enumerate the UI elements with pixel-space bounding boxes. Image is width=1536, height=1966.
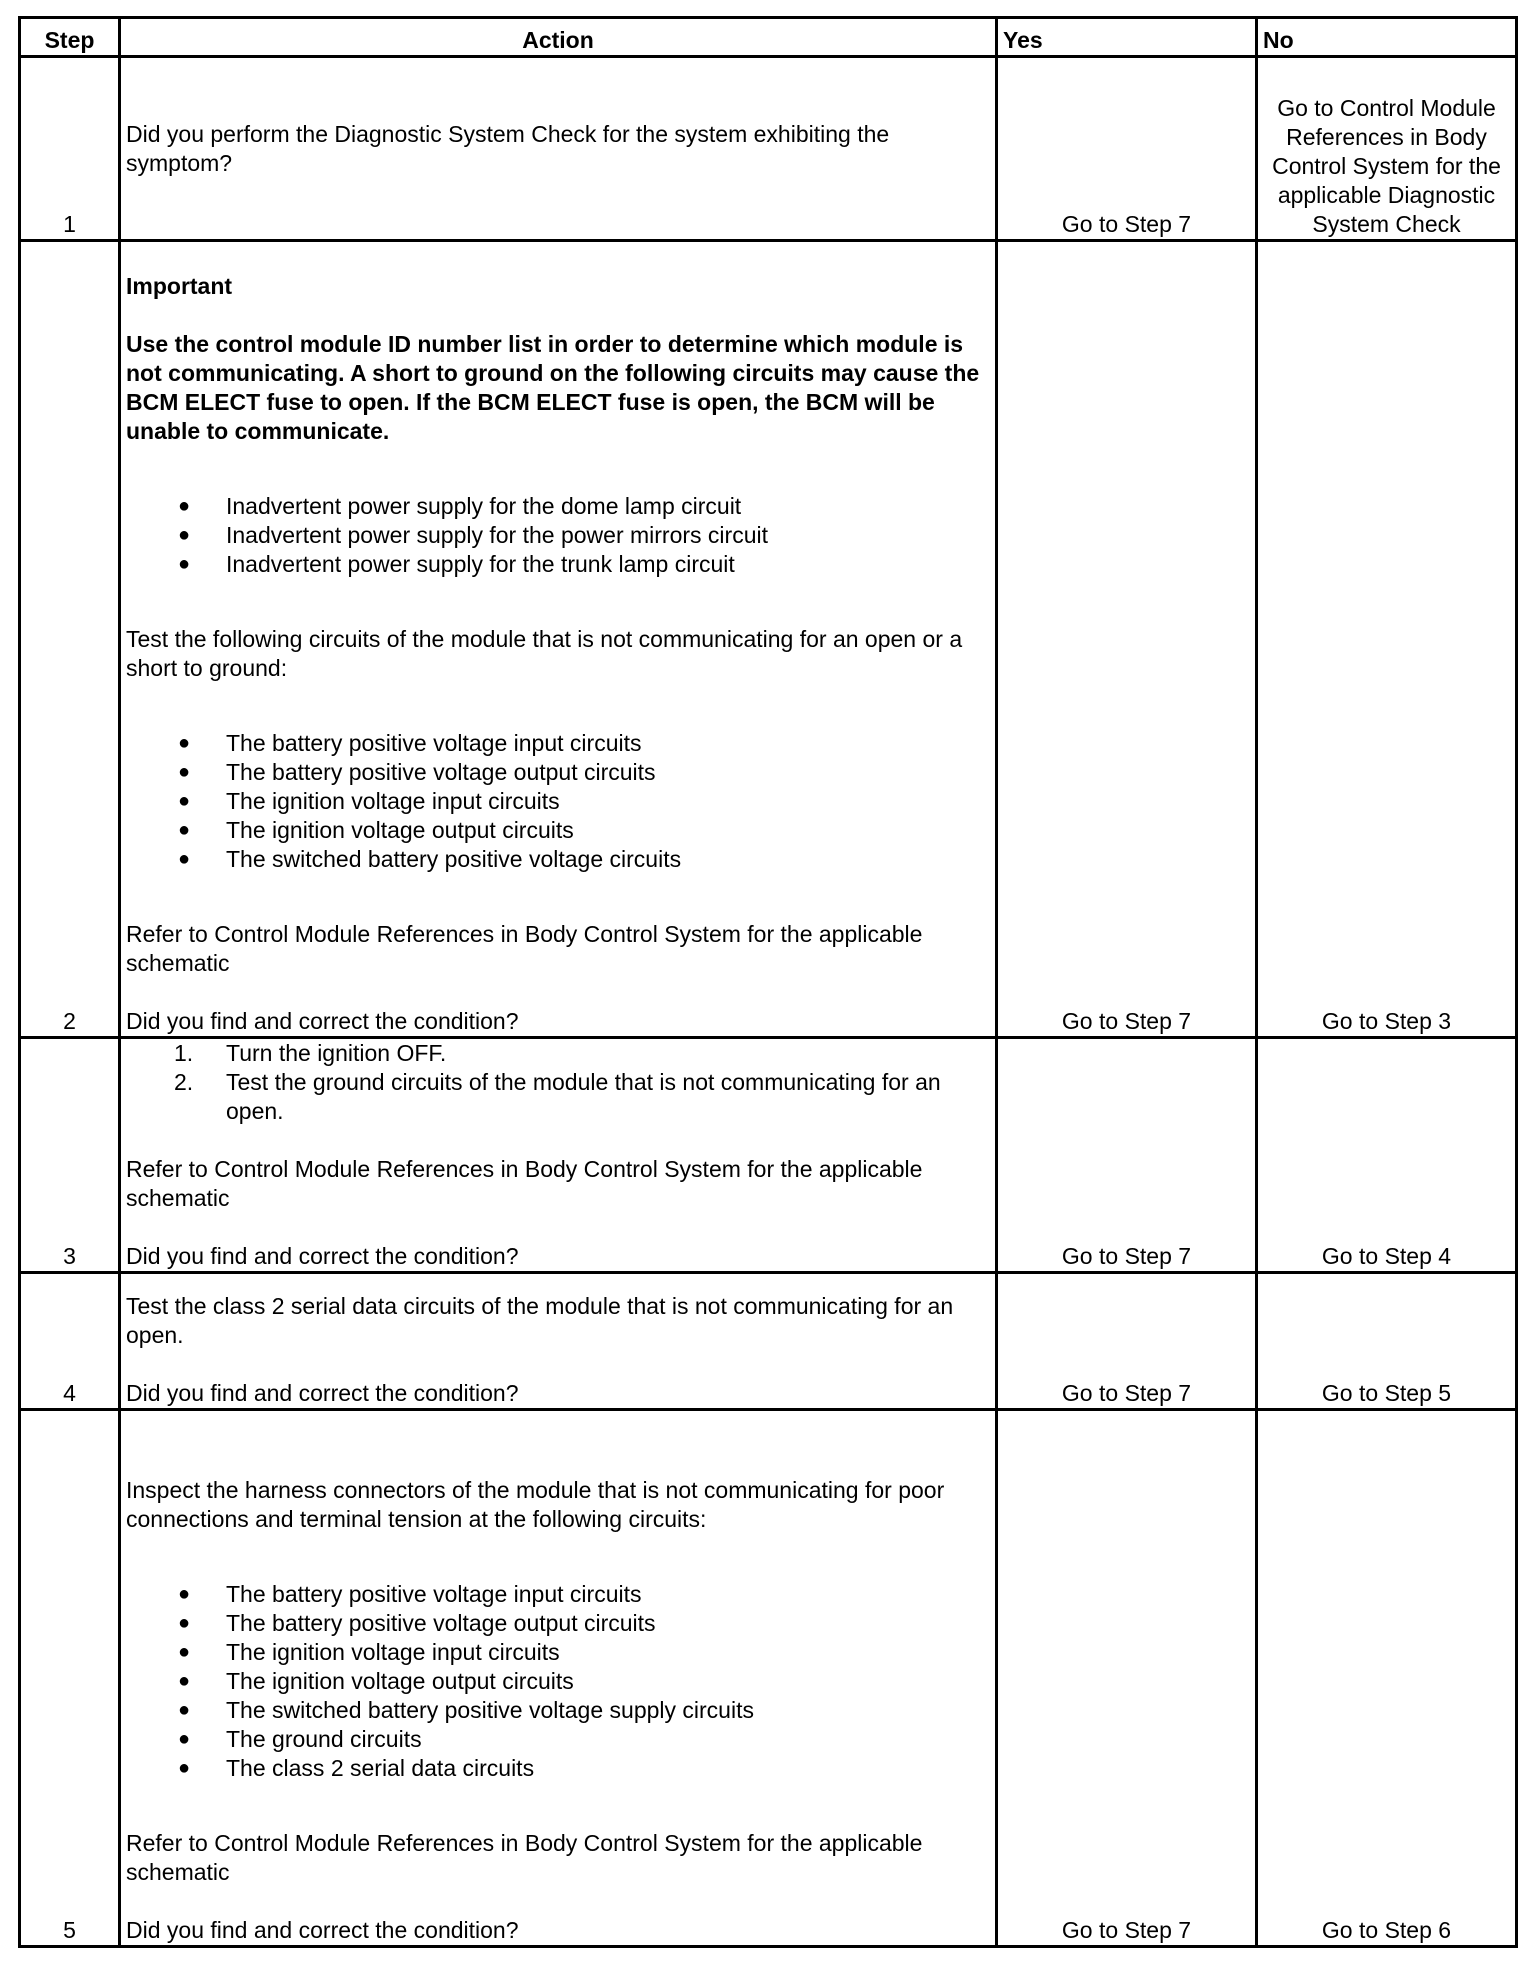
header-row: [20, 18, 1517, 57]
table-row: [20, 1273, 1517, 1410]
yes-cell: Go to Step 7: [997, 1273, 1257, 1410]
list-item: 2. Test the ground circuits of the module that is not communicating for an open.: [174, 1069, 941, 1124]
table-row: [20, 1410, 1517, 1947]
table-row: [20, 57, 1517, 241]
question-text: Did you find and correct the condition?: [126, 1917, 519, 1943]
no-cell: Go to Step 3: [1257, 241, 1517, 1038]
list-item: ● Inadvertent power supply for the trunk lamp circuit: [178, 551, 735, 577]
list-item: ● The ignition voltage output circuits: [178, 817, 574, 843]
list-item: ● The ignition voltage output circuits: [178, 1668, 574, 1694]
no-cell: Go to Step 6: [1257, 1410, 1517, 1947]
bullet-list: [126, 729, 990, 874]
list-item: ● The battery positive voltage output circuits: [178, 1610, 656, 1636]
test-instruction: Test the following circuits of the module that is not communicating for an open or a short to ground:: [126, 626, 963, 681]
yes-cell: Go to Step 7: [997, 57, 1257, 241]
list-item: ● The switched battery positive voltage supply circuits: [178, 1697, 754, 1723]
list-item: ● The battery positive voltage input circuits: [178, 1581, 642, 1607]
list-item: ● The ignition voltage input circuits: [178, 788, 560, 814]
question-text: Did you find and correct the condition?: [126, 1380, 519, 1406]
list-item: ● The battery positive voltage output circuits: [178, 759, 656, 785]
no-cell: Go to Step 5: [1257, 1273, 1517, 1410]
step-number: 2: [20, 241, 120, 1038]
action-text: Did you perform the Diagnostic System Check for the system exhibiting the symptom?: [126, 120, 890, 176]
action-cell: [120, 241, 997, 1038]
action-cell: [120, 1273, 997, 1410]
refer-text: Refer to Control Module References in Body Control System for the applicable schematic: [126, 921, 923, 976]
no-cell: Go to Control Module References in Body Control System for the applicable Diagnostic System Check: [1257, 57, 1517, 241]
yes-cell: Go to Step 7: [997, 1410, 1257, 1947]
action-cell: [120, 1410, 997, 1947]
bullet-list: [126, 1580, 990, 1783]
yes-cell: Go to Step 7: [997, 241, 1257, 1038]
refer-text: Refer to Control Module References in Body Control System for the applicable schematic: [126, 1156, 923, 1211]
step-number: 1: [20, 57, 120, 241]
no-cell: Go to Step 4: [1257, 1038, 1517, 1273]
step-number: 4: [20, 1273, 120, 1410]
step-number: 5: [20, 1410, 120, 1947]
diagnostic-table: [18, 16, 1518, 1948]
list-item: 1. Turn the ignition OFF.: [174, 1040, 447, 1066]
table-row: [20, 1038, 1517, 1273]
list-item: ● The ground circuits: [178, 1726, 422, 1752]
header-step: Step: [20, 18, 120, 57]
bullet-list: [126, 492, 990, 579]
action-cell: [120, 57, 997, 241]
list-item: ● Inadvertent power supply for the dome lamp circuit: [178, 493, 742, 519]
action-text: Inspect the harness connectors of the module that is not communicating for poor connections and terminal tension at the following circuits:: [126, 1477, 945, 1532]
question-text: Did you find and correct the condition?: [126, 1008, 519, 1034]
header-no: No: [1257, 18, 1517, 57]
step-number: 3: [20, 1038, 120, 1273]
list-item: ● Inadvertent power supply for the power mirrors circuit: [178, 522, 768, 548]
important-title: Important: [126, 273, 233, 299]
question-text: Did you find and correct the condition?: [126, 1243, 519, 1269]
numbered-list: [126, 1039, 990, 1126]
action-text: Test the class 2 serial data circuits of the module that is not communicating for an open.: [126, 1293, 954, 1348]
list-item: ● The ignition voltage input circuits: [178, 1639, 560, 1665]
table-row: [20, 241, 1517, 1038]
list-item: ● The battery positive voltage input circuits: [178, 730, 642, 756]
refer-text: Refer to Control Module References in Body Control System for the applicable schematic: [126, 1830, 923, 1885]
list-item: ● The class 2 serial data circuits: [178, 1755, 535, 1781]
header-yes: Yes: [997, 18, 1257, 57]
important-note: Use the control module ID number list in order to determine which module is not communicating. A short to ground on the following circuits may cause the BCM ELECT fuse to open. If the BCM ELECT fuse is open, the BCM will be unable to communicate.: [126, 331, 980, 444]
header-action: Action: [120, 18, 997, 57]
yes-cell: Go to Step 7: [997, 1038, 1257, 1273]
action-cell: [120, 1038, 997, 1273]
list-item: ● The switched battery positive voltage circuits: [178, 846, 682, 872]
